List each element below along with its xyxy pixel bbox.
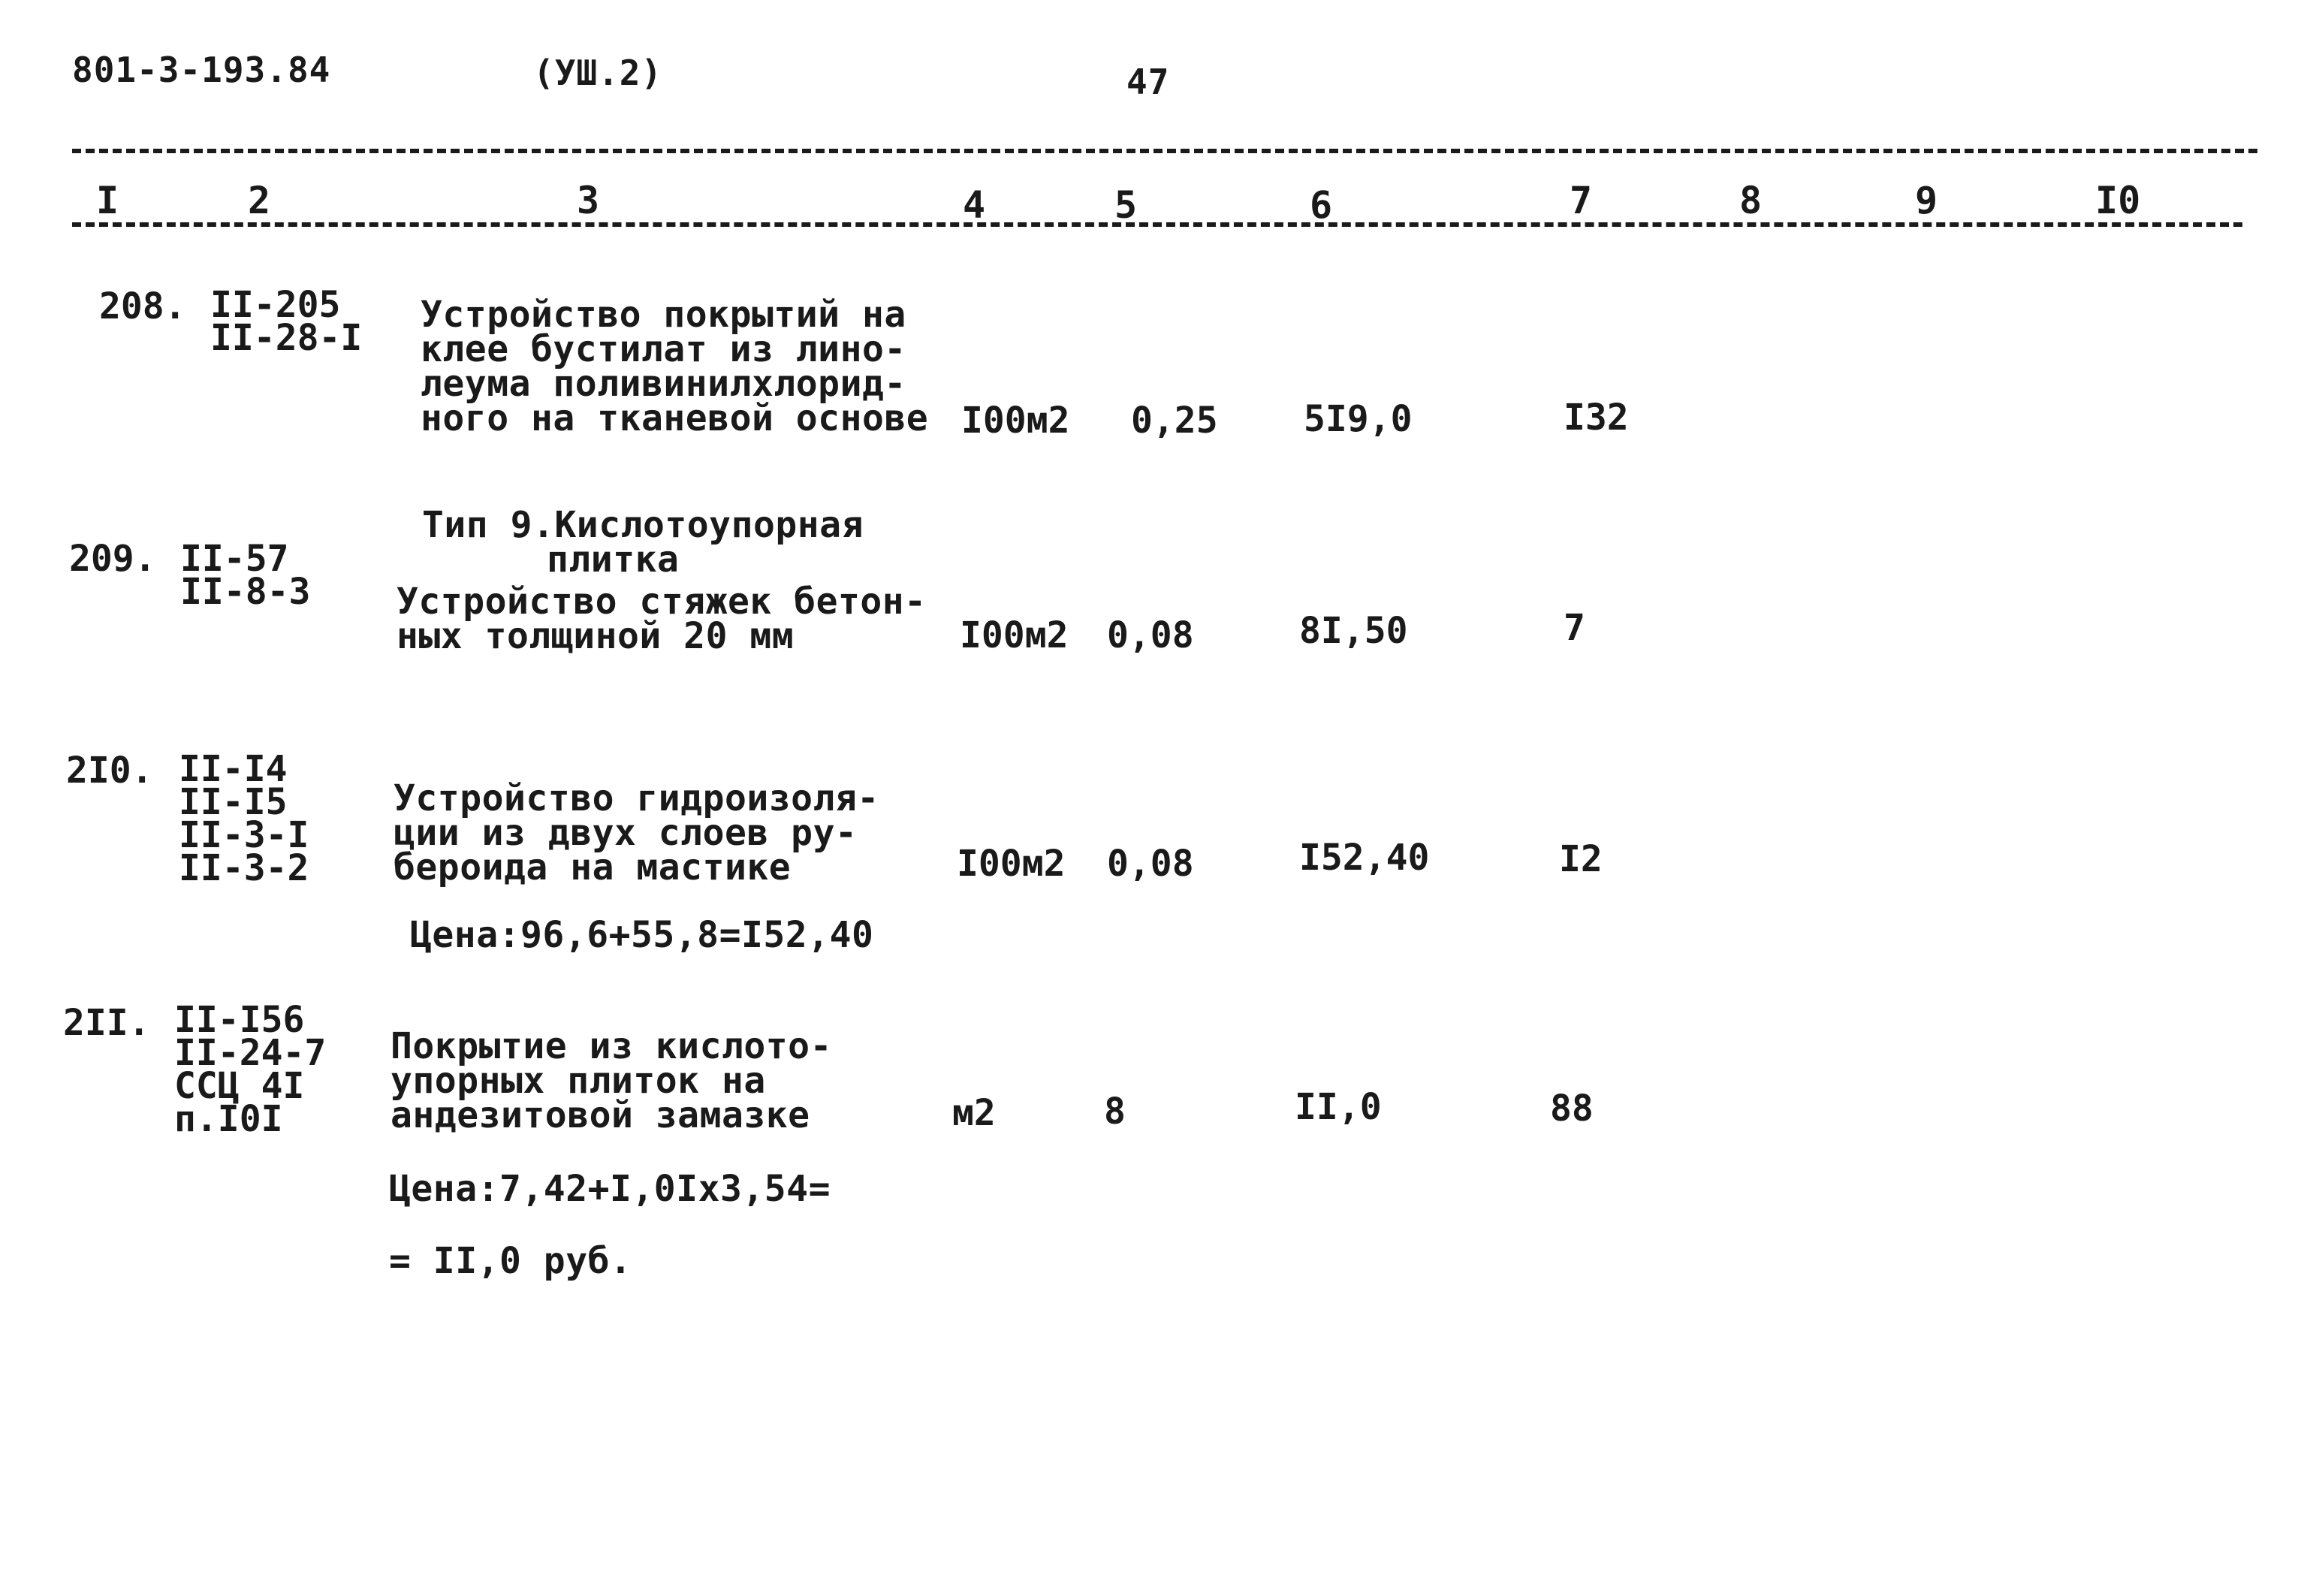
row-codes [210,284,363,359]
col-num-4: 4 [963,183,986,227]
code-line: п.I0I [174,1098,283,1140]
description-line: Устройство покрытий на [421,294,906,336]
section-heading: плитка [547,539,680,581]
price-note: Цена:7,42+I,0Ix3,54= [389,1168,831,1210]
col-num-5: 5 [1114,183,1138,227]
col-num-2: 2 [248,179,271,222]
code-line: ССЦ 4I [174,1065,305,1107]
row-number: 209. [69,538,156,580]
row-description [397,581,927,657]
row-unit: I00м2 [960,614,1069,656]
description-line: бероида на мастике [394,846,792,889]
col-num-6: 6 [1310,183,1333,227]
col-num-3: 3 [577,179,600,222]
code-line: II-I5 [179,781,288,823]
description-line: андезитовой замазке [391,1094,810,1136]
row-price: I52,40 [1299,837,1430,879]
row-total: I32 [1564,397,1629,439]
row-total: 88 [1550,1088,1594,1130]
description-line: клее бустилат из лино- [421,328,906,370]
row-codes [179,748,309,889]
col-num-9: 9 [1915,179,1938,222]
top-dashed-rule [72,149,2257,153]
col-num-1: I [96,179,119,222]
row-unit: I00м2 [961,400,1070,442]
code-line: II-28-I [210,317,363,359]
row-price: II,0 [1295,1086,1382,1128]
row-description [421,294,929,439]
row-description [394,777,879,889]
col-num-7: 7 [1570,179,1593,222]
row-price: 5I9,0 [1304,398,1413,440]
row-codes [180,538,311,613]
code-line: II-3-I [179,814,309,856]
description-line: ции из двух слоев ру- [394,812,858,854]
description-line: леума поливинилхлорид- [421,363,906,405]
description-line: Устройство гидроизоля- [394,777,879,819]
code-line: II-57 [180,538,289,580]
description-line: упорных плиток на [391,1060,766,1102]
row-unit: м2 [952,1092,996,1134]
code-line: II-I56 [174,999,305,1041]
section-label: (УШ.2) [533,53,663,93]
col-num-8: 8 [1739,179,1763,222]
price-note: = II,0 руб. [389,1240,632,1282]
row-quantity: 0,08 [1107,843,1194,885]
row-quantity: 0,25 [1131,400,1218,442]
row-price: 8I,50 [1299,610,1408,652]
row-number: 208. [99,285,186,327]
row-total: 7 [1564,607,1585,649]
description-line: ного на тканевой основе [421,397,929,439]
row-quantity: 0,08 [1107,614,1194,656]
row-total: I2 [1559,838,1603,880]
col-num-10: I0 [2095,179,2141,222]
section-heading: Тип 9.Кислотоупорная [422,504,864,546]
row-codes [174,999,327,1140]
page-number: 47 [1126,62,1170,102]
row-number: 2I0. [66,750,153,792]
description-line: Устройство стяжек бетон- [397,581,927,623]
code-line: II-8-3 [180,571,311,613]
code-line: II-24-7 [174,1032,327,1074]
doc-code: 801-3-193.84 [72,50,331,90]
row-unit: I00м2 [957,843,1066,885]
code-line: II-I4 [179,748,288,790]
description-line: ных толщиной 20 мм [397,615,795,657]
row-description [391,1025,832,1136]
code-line: II-205 [210,284,341,326]
row-number: 2II. [63,1002,150,1044]
row-quantity: 8 [1104,1091,1126,1133]
price-note: Цена:96,6+55,8=I52,40 [410,914,874,956]
description-line: Покрытие из кислото- [391,1025,832,1067]
header-dashed-rule [72,222,2242,227]
code-line: II-3-2 [179,847,309,889]
